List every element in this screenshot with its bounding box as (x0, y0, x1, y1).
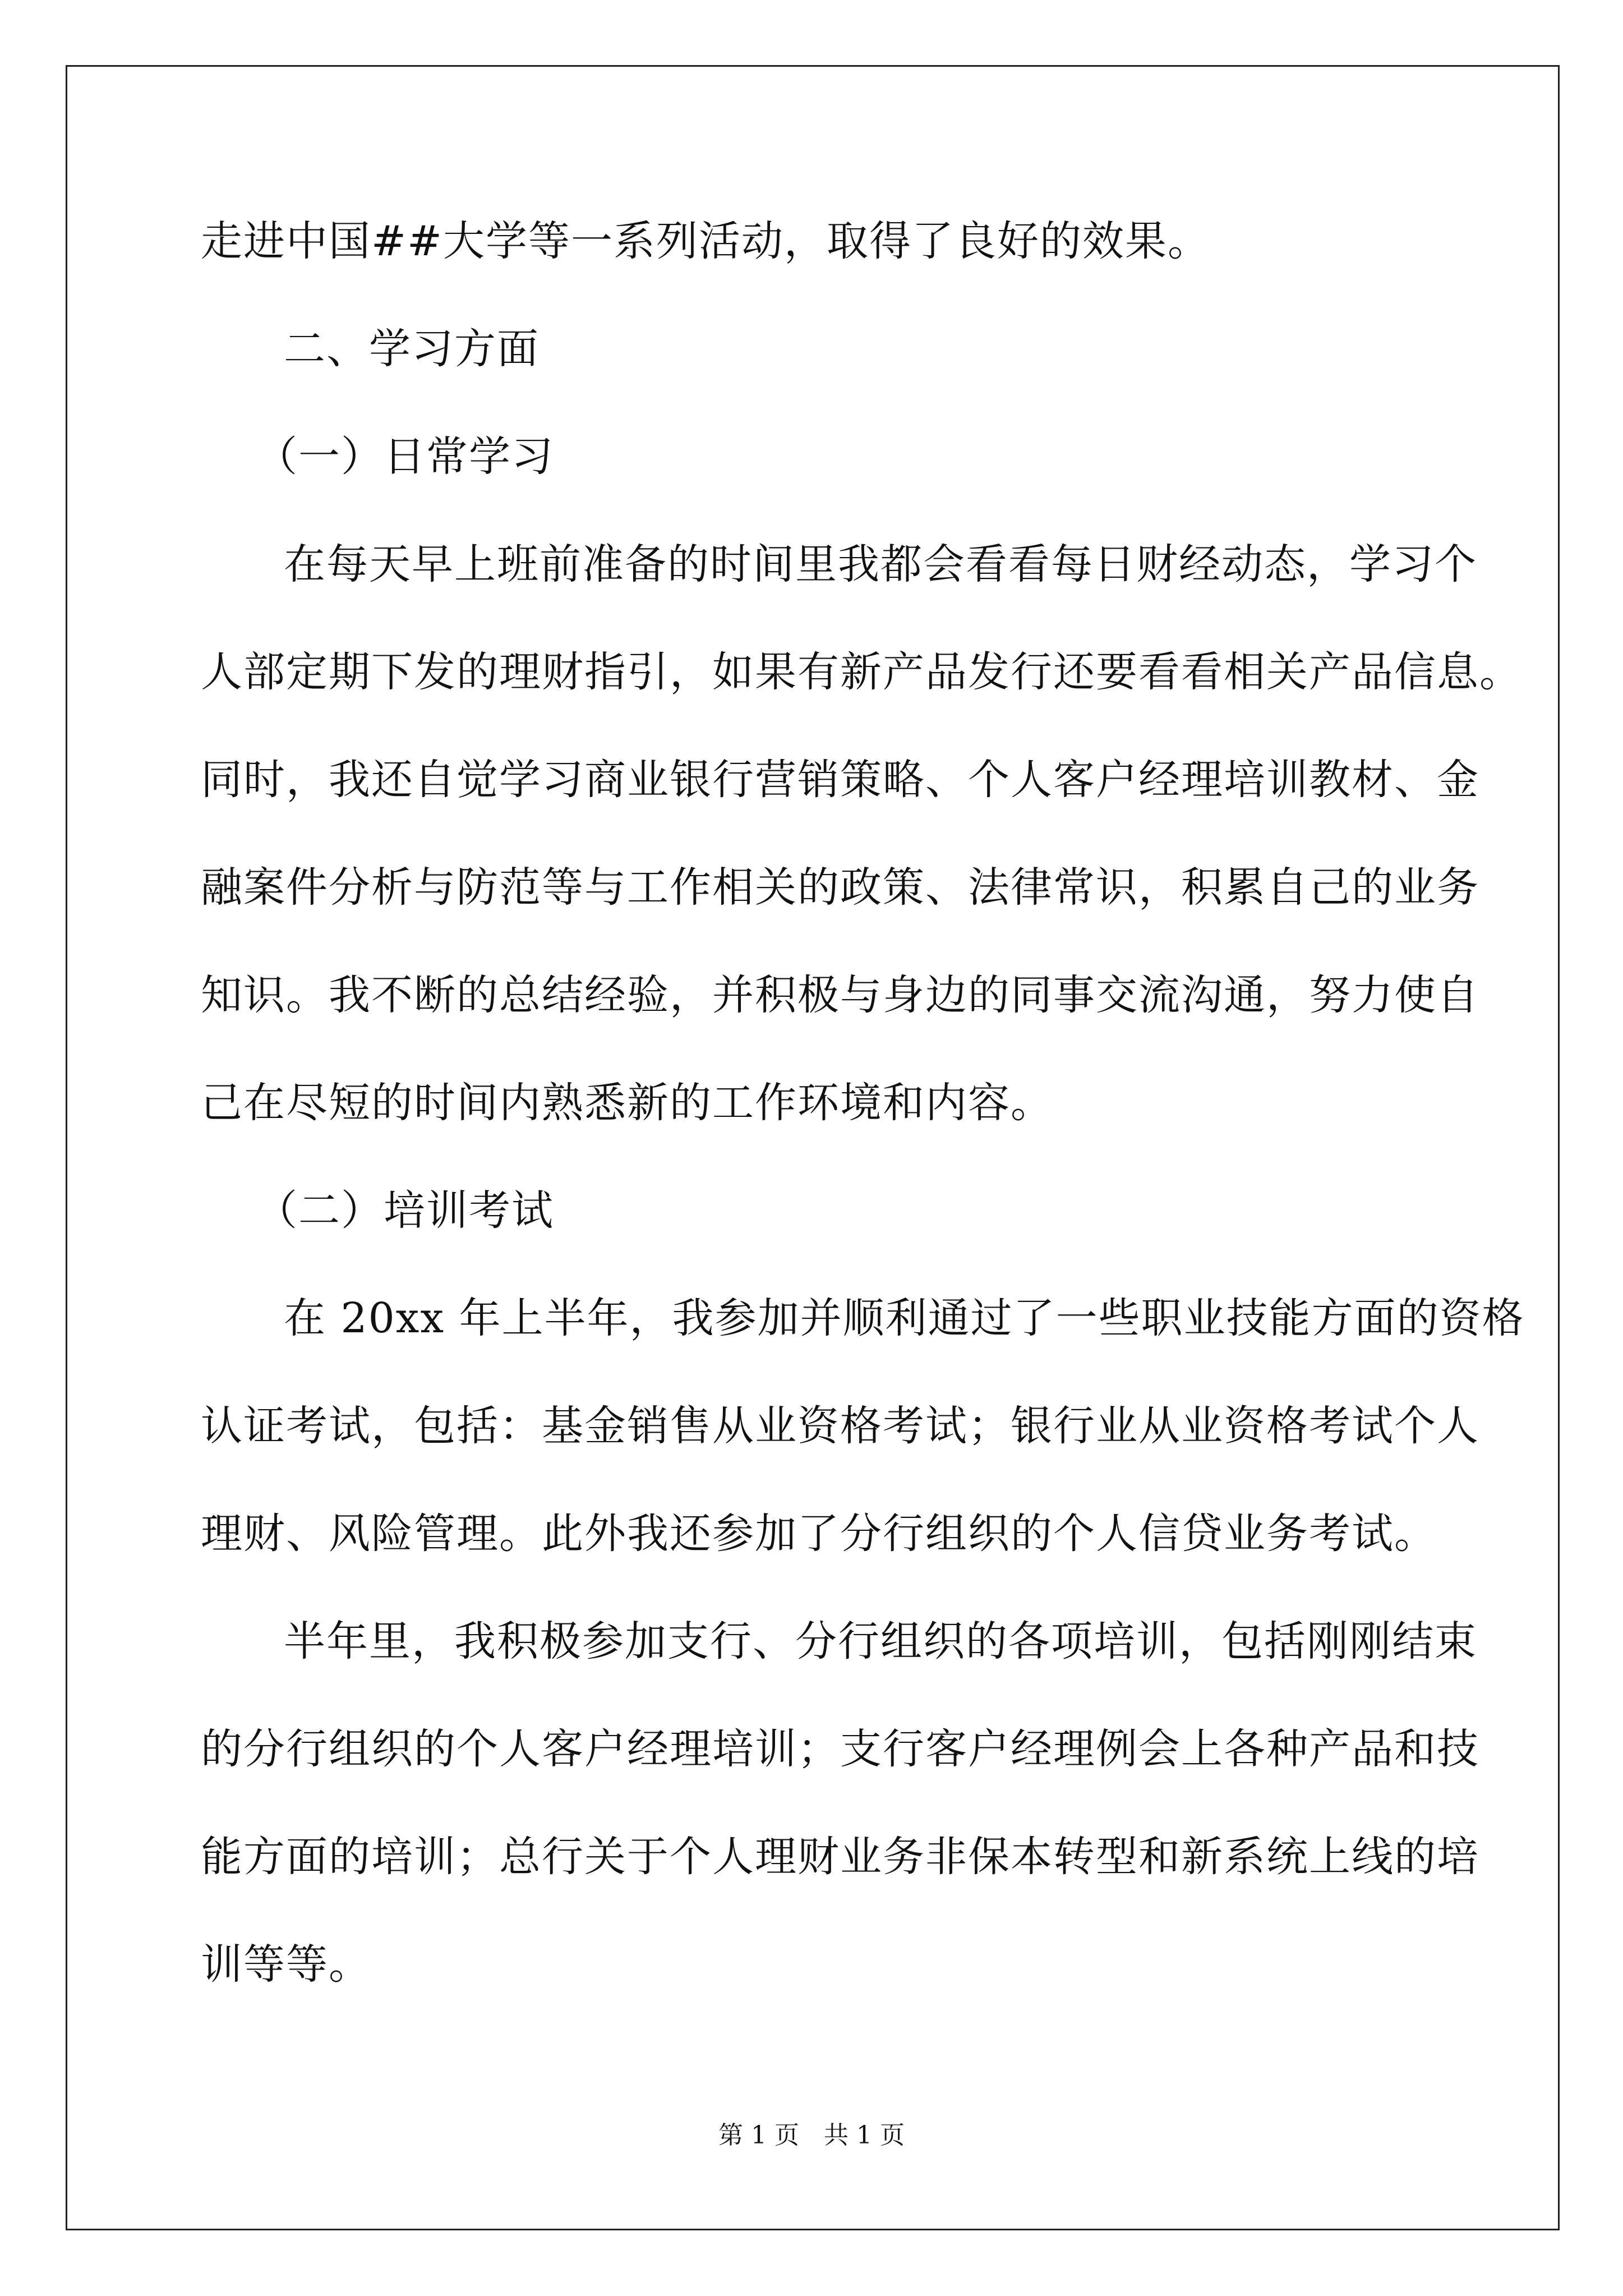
page-border (66, 65, 1560, 2230)
text-line: 在 20xx 年上半年，我参加并顺利通过了一些职业技能方面的资格 (284, 1294, 1525, 1342)
text-line: 融案件分析与防范等与工作相关的政策、法律常识，积累自己的业务 (201, 863, 1479, 912)
text-line: 训等等。 (201, 1940, 371, 1989)
text-line: 知识。我不断的总结经验，并积极与身边的同事交流沟通，努力使自 (201, 971, 1479, 1019)
text-line: 的分行组织的个人客户经理培训；支行客户经理例会上各种产品和技 (201, 1725, 1479, 1773)
text-line: 理财、风险管理。此外我还参加了分行组织的个人信贷业务考试。 (201, 1510, 1437, 1558)
text-line: 同时，我还自觉学习商业银行营销策略、个人客户经理培训教材、金 (201, 756, 1479, 804)
section-heading: 二、学习方面 (284, 325, 540, 373)
text-line: 在每天早上班前准备的时间里我都会看看每日财经动态，学习个 (284, 540, 1477, 588)
subsection-heading: （二）培训考试 (256, 1186, 554, 1235)
text-line: 人部定期下发的理财指引，如果有新产品发行还要看看相关产品信息。 (201, 648, 1522, 696)
page-footer: 第 1 页 共 1 页 (718, 2121, 905, 2150)
text-line: 己在尽短的时间内熟悉新的工作环境和内容。 (201, 1079, 1053, 1127)
subsection-heading: （一）日常学习 (256, 432, 554, 481)
text-line: 认证考试，包括：基金销售从业资格考试；银行业从业资格考试个人 (201, 1402, 1479, 1450)
text-line: 半年里，我积极参加支行、分行组织的各项培训，包括刚刚结束 (284, 1617, 1477, 1665)
text-line: 能方面的培训；总行关于个人理财业务非保本转型和新系统上线的培 (201, 1833, 1479, 1881)
text-line: 走进中国##大学等一系列活动，取得了良好的效果。 (201, 217, 1211, 265)
